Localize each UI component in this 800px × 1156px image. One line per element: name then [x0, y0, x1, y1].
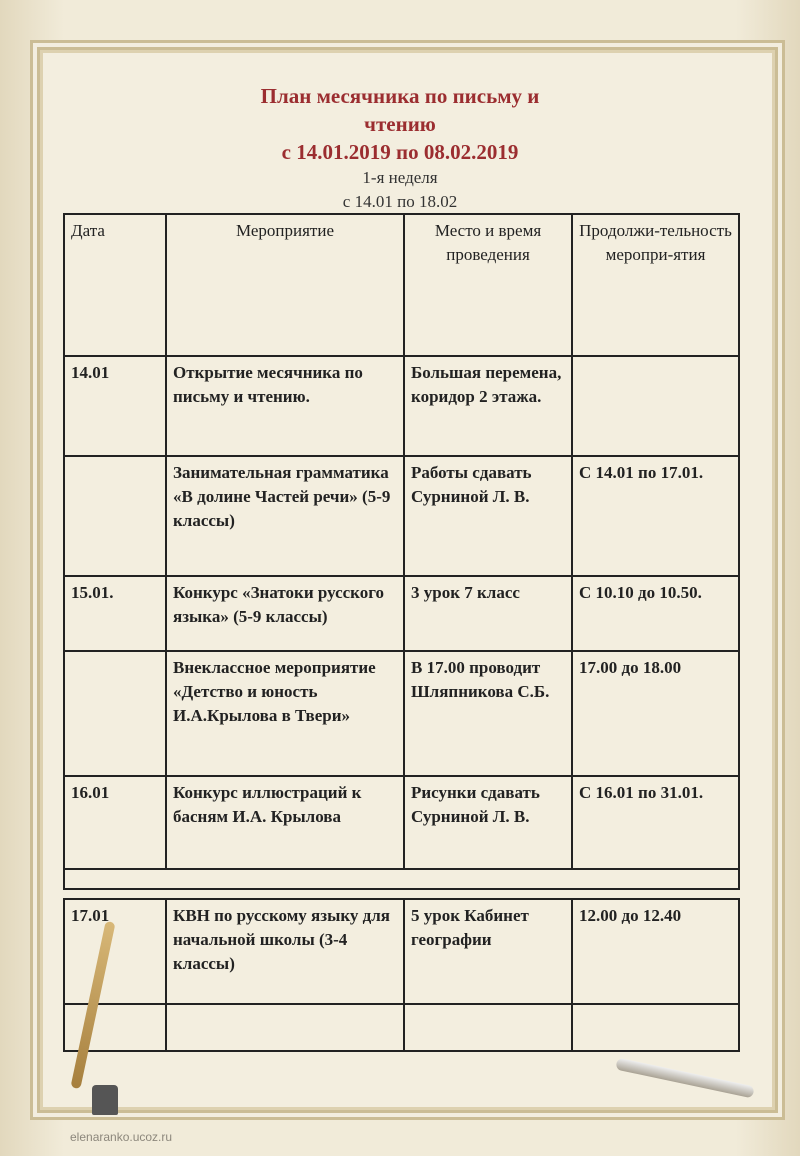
- watermark: elenaranko.ucoz.ru: [70, 1130, 173, 1144]
- empty-cell: [64, 869, 739, 889]
- cell-duration: 12.00 до 12.40: [572, 899, 739, 1004]
- cell-event: КВН по русскому языку для начальной школы (3-4 классы): [166, 899, 404, 1004]
- table-empty-row: [64, 869, 739, 889]
- week-label: 1-я неделя: [362, 168, 438, 187]
- schedule-table-2: [63, 898, 740, 1052]
- table-row: [64, 899, 739, 1004]
- title-dates: с 14.01.2019 по 08.02.2019: [281, 140, 519, 164]
- title-line-2: чтению: [364, 112, 436, 136]
- cell-event: Конкурс «Знатоки русского языка» (5-9 классы): [166, 576, 404, 651]
- cell-date: 17.01: [64, 899, 166, 1004]
- cell-place: Работы сдавать Сурниной Л. В.: [404, 456, 572, 576]
- cell-duration: С 16.01 по 31.01.: [572, 776, 739, 869]
- table-row: [64, 456, 739, 576]
- cell-date: [64, 456, 166, 576]
- subtitle: [0, 166, 800, 214]
- title-line-1: План месячника по письму и: [260, 84, 540, 108]
- cell-event: Занимательная грамматика «В долине Частей речи» (5-9 классы): [166, 456, 404, 576]
- header-date: Дата: [64, 214, 166, 356]
- cell-event: Открытие месячника по письму и чтению.: [166, 356, 404, 456]
- cell-duration: С 14.01 по 17.01.: [572, 456, 739, 576]
- cell-date: 15.01.: [64, 576, 166, 651]
- header-duration: Продолжи-тельность меропри-ятия: [572, 214, 739, 356]
- cell-event: Конкурс иллюстраций к басням И.А. Крылова: [166, 776, 404, 869]
- schedule-table: [63, 213, 740, 890]
- table-empty-row: [64, 1004, 739, 1051]
- cell-date: 16.01: [64, 776, 166, 869]
- cell-duration: С 10.10 до 10.50.: [572, 576, 739, 651]
- cell-place: 3 урок 7 класс: [404, 576, 572, 651]
- cell-place: Большая перемена, коридор 2 этажа.: [404, 356, 572, 456]
- empty-cell: [166, 1004, 404, 1051]
- page-title: [0, 82, 800, 166]
- inkwell-icon: [92, 1085, 118, 1115]
- header-event: Мероприятие: [166, 214, 404, 356]
- empty-cell: [404, 1004, 572, 1051]
- cell-date: 14.01: [64, 356, 166, 456]
- table-row: [64, 356, 739, 456]
- empty-cell: [572, 1004, 739, 1051]
- cell-event: Внеклассное мероприятие «Детство и юность И.А.Крылова в Твери»: [166, 651, 404, 776]
- cell-duration: [572, 356, 739, 456]
- cell-place: Рисунки сдавать Сурниной Л. В.: [404, 776, 572, 869]
- week-range: с 14.01 по 18.02: [342, 192, 458, 211]
- table-row: [64, 651, 739, 776]
- table-row: [64, 776, 739, 869]
- table-row: [64, 576, 739, 651]
- cell-place: В 17.00 проводит Шляпникова С.Б.: [404, 651, 572, 776]
- cell-date: [64, 651, 166, 776]
- table-header-row: [64, 214, 739, 356]
- header-place: Место и время проведения: [404, 214, 572, 356]
- cell-duration: 17.00 до 18.00: [572, 651, 739, 776]
- cell-place: 5 урок Кабинет географии: [404, 899, 572, 1004]
